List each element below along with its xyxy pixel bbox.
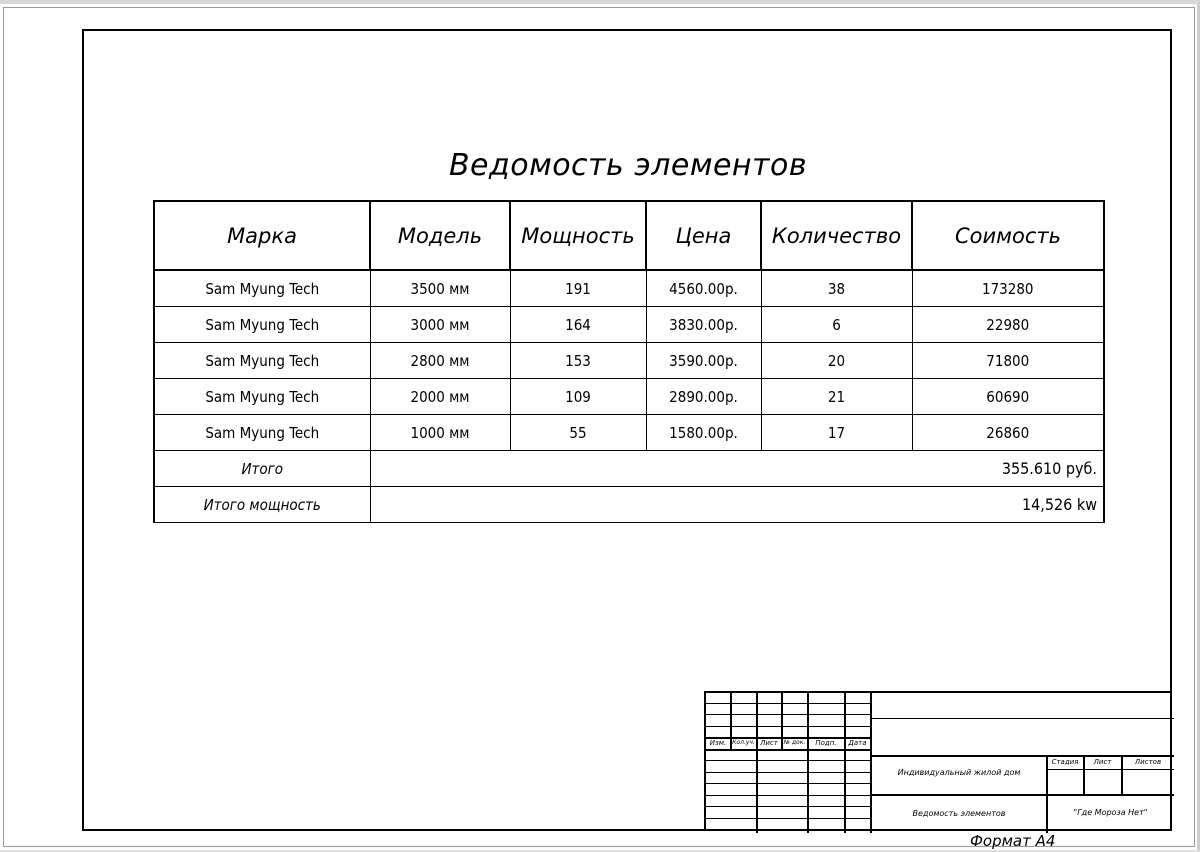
cell-model: 2000 мм [370, 379, 510, 415]
cell-model: 3000 мм [370, 307, 510, 343]
caption-doc-number: № док. [783, 739, 806, 746]
header-brand: Марка [154, 201, 370, 270]
power-total-value: 14,526 kw [370, 487, 1104, 523]
power-total-row [154, 487, 1104, 523]
caption-sheet: Лист [760, 739, 778, 747]
cell-power: 109 [510, 379, 646, 415]
cell-quantity: 17 [761, 415, 912, 451]
title-block [704, 691, 1172, 831]
project-name: Индивидуальный жилой дом [897, 768, 1021, 777]
cell-brand: Sam Myung Tech [154, 415, 370, 451]
cell-cost: 22980 [912, 307, 1104, 343]
cell-price: 3590.00р. [646, 343, 761, 379]
cell-power: 164 [510, 307, 646, 343]
cell-price: 4560.00р. [646, 270, 761, 307]
table-row [154, 270, 1104, 307]
table-row [154, 379, 1104, 415]
cell-quantity: 20 [761, 343, 912, 379]
cell-brand: Sam Myung Tech [154, 307, 370, 343]
header-cost: Соимость [912, 201, 1104, 270]
cell-model: 2800 мм [370, 343, 510, 379]
table-row [154, 343, 1104, 379]
caption-sheet-no: Лист [1093, 758, 1112, 766]
table-row [154, 415, 1104, 451]
cell-price: 3830.00р. [646, 307, 761, 343]
cell-cost: 26860 [912, 415, 1104, 451]
cell-power: 191 [510, 270, 646, 307]
power-total-label: Итого мощность [154, 487, 370, 523]
header-power: Мощность [510, 201, 646, 270]
total-row [154, 451, 1104, 487]
cell-quantity: 21 [761, 379, 912, 415]
caption-stage: Стадия [1051, 758, 1079, 766]
format-label: Формат А4 [970, 832, 1056, 850]
cell-price: 2890.00р. [646, 379, 761, 415]
total-label: Итого [154, 451, 370, 487]
total-value: 355.610 руб. [370, 451, 1104, 487]
caption-sheets-total: Листов [1134, 758, 1162, 766]
sheet-name: Ведомость элементов [912, 809, 1006, 818]
header-quantity: Количество [761, 201, 912, 270]
cell-cost: 60690 [912, 379, 1104, 415]
cell-power: 153 [510, 343, 646, 379]
cell-quantity: 6 [761, 307, 912, 343]
cell-cost: 71800 [912, 343, 1104, 379]
header-price: Цена [646, 201, 761, 270]
table-header-row [154, 201, 1104, 270]
organization: "Где Мороза Нет" [1073, 808, 1148, 817]
sheet-title: Ведомость элементов [448, 148, 808, 183]
caption-signature: Подп. [815, 739, 837, 747]
cell-quantity: 38 [761, 270, 912, 307]
cell-model: 3500 мм [370, 270, 510, 307]
elements-table [153, 200, 1105, 523]
cell-model: 1000 мм [370, 415, 510, 451]
cell-price: 1580.00р. [646, 415, 761, 451]
caption-count: Кол.уч. [732, 739, 755, 746]
table-row [154, 307, 1104, 343]
header-model: Модель [370, 201, 510, 270]
cell-brand: Sam Myung Tech [154, 270, 370, 307]
cell-brand: Sam Myung Tech [154, 379, 370, 415]
caption-change: Изм. [709, 739, 727, 747]
cell-brand: Sam Myung Tech [154, 343, 370, 379]
cell-cost: 173280 [912, 270, 1104, 307]
caption-date: Дата [848, 739, 867, 747]
cell-power: 55 [510, 415, 646, 451]
